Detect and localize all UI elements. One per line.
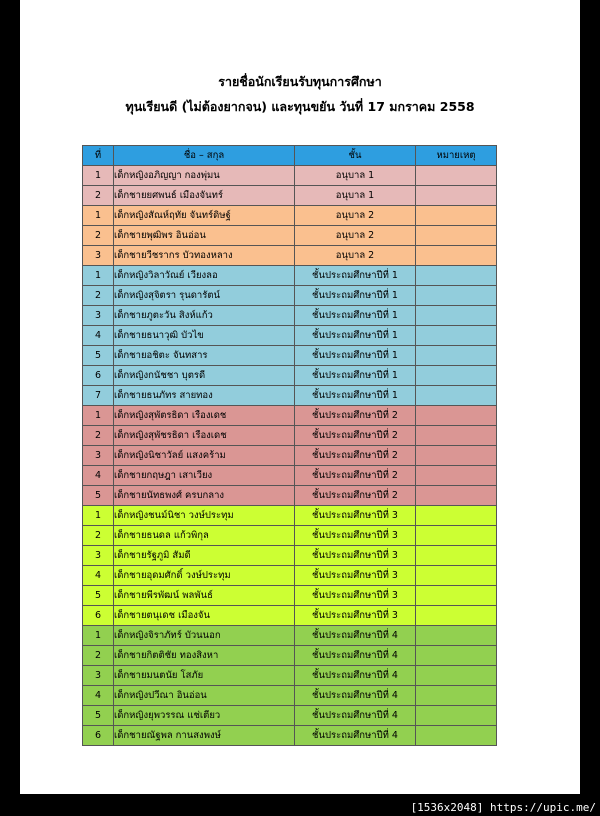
- row-note: [416, 446, 497, 466]
- row-number: 2: [83, 426, 114, 446]
- table-row: [83, 706, 497, 726]
- table-row: [83, 686, 497, 706]
- student-name: เด็กชายธนดล แก้วพิกุล: [114, 526, 295, 546]
- student-grade: ชั้นประถมศึกษาปีที่ 3: [295, 526, 416, 546]
- table-row: [83, 446, 497, 466]
- student-grade: ชั้นประถมศึกษาปีที่ 2: [295, 466, 416, 486]
- student-name: เด็กชายณัฐพล กานสงพงษ์: [114, 726, 295, 746]
- student-name: เด็กหญิงอภิญญา กองพุ่มน: [114, 166, 295, 186]
- row-note: [416, 706, 497, 726]
- row-note: [416, 286, 497, 306]
- table-row: [83, 366, 497, 386]
- document-title: รายชื่อนักเรียนรับทุนการศึกษา: [218, 74, 382, 89]
- student-grade: ชั้นประถมศึกษาปีที่ 2: [295, 406, 416, 426]
- row-number: 5: [83, 586, 114, 606]
- student-name: เด็กชายอชิตะ จันทสาร: [114, 346, 295, 366]
- row-number: 5: [83, 706, 114, 726]
- student-grade: ชั้นประถมศึกษาปีที่ 1: [295, 286, 416, 306]
- table-row: [83, 426, 497, 446]
- table-row: [83, 206, 497, 226]
- student-grade: ชั้นประถมศึกษาปีที่ 2: [295, 446, 416, 466]
- student-name: เด็กชายกิตติชัย ทองสิงหา: [114, 646, 295, 666]
- student-name: เด็กชายธนาวุฒิ บัวไข: [114, 326, 295, 346]
- table-row: [83, 226, 497, 246]
- student-grade: ชั้นประถมศึกษาปีที่ 2: [295, 426, 416, 446]
- row-number: 6: [83, 366, 114, 386]
- student-name: เด็กชายพีรพัฒน์ พลพันธ์: [114, 586, 295, 606]
- row-number: 3: [83, 306, 114, 326]
- row-note: [416, 306, 497, 326]
- document-page: [20, 0, 580, 794]
- student-grade: ชั้นประถมศึกษาปีที่ 3: [295, 506, 416, 526]
- row-note: [416, 366, 497, 386]
- row-number: 3: [83, 446, 114, 466]
- student-grade: ชั้นประถมศึกษาปีที่ 4: [295, 666, 416, 686]
- row-note: [416, 606, 497, 626]
- row-number: 4: [83, 326, 114, 346]
- row-number: 2: [83, 526, 114, 546]
- row-number: 4: [83, 686, 114, 706]
- student-grade: ชั้นประถมศึกษาปีที่ 1: [295, 366, 416, 386]
- row-number: 1: [83, 406, 114, 426]
- student-name: เด็กหญิงสุพัตรธิดา เรืองเดช: [114, 406, 295, 426]
- row-number: 1: [83, 166, 114, 186]
- student-grade: ชั้นประถมศึกษาปีที่ 4: [295, 626, 416, 646]
- student-grade: ชั้นประถมศึกษาปีที่ 3: [295, 546, 416, 566]
- table-row: [83, 266, 497, 286]
- row-number: 2: [83, 286, 114, 306]
- table-row: [83, 166, 497, 186]
- row-number: 2: [83, 226, 114, 246]
- student-grade: ชั้นประถมศึกษาปีที่ 1: [295, 306, 416, 326]
- student-name: เด็กหญิงวิลาวัณย์ เวียงลอ: [114, 266, 295, 286]
- student-name: เด็กหญิงนิชาวัลย์ แสงคร้าม: [114, 446, 295, 466]
- row-note: [416, 646, 497, 666]
- table-row: [83, 406, 497, 426]
- image-host-watermark: [1536x2048] https://upic.me/: [410, 801, 596, 814]
- student-name: เด็กชายรัฐภูมิ สัมดี: [114, 546, 295, 566]
- row-note: [416, 626, 497, 646]
- row-note: [416, 686, 497, 706]
- table-row: [83, 186, 497, 206]
- row-number: 4: [83, 466, 114, 486]
- row-note: [416, 346, 497, 366]
- table-row: [83, 346, 497, 366]
- student-grade: ชั้นประถมศึกษาปีที่ 4: [295, 706, 416, 726]
- table-row: [83, 606, 497, 626]
- student-name: เด็กชายนัทธพงศ์ ครบกลาง: [114, 486, 295, 506]
- student-name: เด็กหญิงสุพัชรธิดา เรืองเดช: [114, 426, 295, 446]
- row-number: 7: [83, 386, 114, 406]
- scholarship-table: [82, 145, 497, 746]
- header-grade: ชั้น: [295, 146, 416, 166]
- row-note: [416, 586, 497, 606]
- row-note: [416, 546, 497, 566]
- student-name: เด็กชายตนุเดช เมืองจัน: [114, 606, 295, 626]
- row-number: 4: [83, 566, 114, 586]
- table-row: [83, 546, 497, 566]
- row-number: 2: [83, 186, 114, 206]
- student-grade: อนุบาล 2: [295, 246, 416, 266]
- row-note: [416, 486, 497, 506]
- table-row: [83, 306, 497, 326]
- row-note: [416, 426, 497, 446]
- student-grade: ชั้นประถมศึกษาปีที่ 1: [295, 346, 416, 366]
- header-note: หมายเหตุ: [416, 146, 497, 166]
- row-note: [416, 206, 497, 226]
- student-name: เด็กชายอุดมศักดิ์ วงษ์ประทุม: [114, 566, 295, 586]
- row-note: [416, 246, 497, 266]
- row-number: 1: [83, 506, 114, 526]
- table-row: [83, 526, 497, 546]
- row-note: [416, 326, 497, 346]
- row-number: 3: [83, 246, 114, 266]
- student-name: เด็กชายกฤษฎา เสาเวียง: [114, 466, 295, 486]
- table-row: [83, 386, 497, 406]
- student-grade: ชั้นประถมศึกษาปีที่ 4: [295, 686, 416, 706]
- student-grade: อนุบาล 2: [295, 226, 416, 246]
- student-name: เด็กชายวีชรากร บัวทองหลาง: [114, 246, 295, 266]
- row-number: 1: [83, 626, 114, 646]
- row-number: 6: [83, 606, 114, 626]
- row-note: [416, 406, 497, 426]
- student-grade: อนุบาล 1: [295, 186, 416, 206]
- student-grade: ชั้นประถมศึกษาปีที่ 4: [295, 646, 416, 666]
- table-row: [83, 466, 497, 486]
- student-grade: ชั้นประถมศึกษาปีที่ 1: [295, 266, 416, 286]
- row-note: [416, 226, 497, 246]
- document-subtitle: ทุนเรียนดี (ไม่ต้องยากจน) และทุนขยัน วันที่ 17 มกราคม 2558: [125, 99, 475, 114]
- table-header-row: [83, 146, 497, 166]
- student-name: เด็กชายพุฒิพร อินอ่อน: [114, 226, 295, 246]
- row-number: 3: [83, 546, 114, 566]
- student-name: เด็กหญิงจิราภัทร์ บัวนนอก: [114, 626, 295, 646]
- student-name: เด็กชายธนภัทร สายทอง: [114, 386, 295, 406]
- student-name: เด็กชายยศพนธ์ เมืองจันทร์: [114, 186, 295, 206]
- student-name: เด็กชายมนตนัย โสภัย: [114, 666, 295, 686]
- row-note: [416, 186, 497, 206]
- student-grade: อนุบาล 1: [295, 166, 416, 186]
- row-note: [416, 466, 497, 486]
- row-number: 1: [83, 266, 114, 286]
- student-grade: ชั้นประถมศึกษาปีที่ 1: [295, 326, 416, 346]
- student-name: เด็กหญิงกนัชชา บุตรดี: [114, 366, 295, 386]
- header-name: ชื่อ – สกุล: [114, 146, 295, 166]
- student-grade: ชั้นประถมศึกษาปีที่ 2: [295, 486, 416, 506]
- table-body: [83, 166, 497, 746]
- student-grade: ชั้นประถมศึกษาปีที่ 3: [295, 586, 416, 606]
- student-name: เด็กชายภูตะวัน สิงห์แก้ว: [114, 306, 295, 326]
- student-name: เด็กหญิงปวีณา อินอ่อน: [114, 686, 295, 706]
- table-row: [83, 246, 497, 266]
- table-row: [83, 506, 497, 526]
- table-row: [83, 326, 497, 346]
- table-row: [83, 646, 497, 666]
- table-row: [83, 286, 497, 306]
- student-grade: ชั้นประถมศึกษาปีที่ 3: [295, 606, 416, 626]
- student-name: เด็กหญิงชนม์นิชา วงษ์ประทุม: [114, 506, 295, 526]
- table-row: [83, 626, 497, 646]
- row-number: 6: [83, 726, 114, 746]
- table-row: [83, 666, 497, 686]
- row-number: 1: [83, 206, 114, 226]
- student-name: เด็กหญิงสุจิตรา รุนดารัตน์: [114, 286, 295, 306]
- table-row: [83, 726, 497, 746]
- row-note: [416, 506, 497, 526]
- row-number: 5: [83, 346, 114, 366]
- table-row: [83, 566, 497, 586]
- table-row: [83, 486, 497, 506]
- student-grade: ชั้นประถมศึกษาปีที่ 1: [295, 386, 416, 406]
- row-note: [416, 726, 497, 746]
- row-note: [416, 526, 497, 546]
- student-grade: อนุบาล 2: [295, 206, 416, 226]
- row-note: [416, 166, 497, 186]
- row-number: 2: [83, 646, 114, 666]
- row-number: 3: [83, 666, 114, 686]
- row-number: 5: [83, 486, 114, 506]
- table-row: [83, 586, 497, 606]
- student-name: เด็กหญิงสัณห์ฤทัย จันทร์ดิษฐ์: [114, 206, 295, 226]
- row-note: [416, 566, 497, 586]
- student-grade: ชั้นประถมศึกษาปีที่ 3: [295, 566, 416, 586]
- student-name: เด็กหญิงยุพวรรณ แช่เตียว: [114, 706, 295, 726]
- header-no: ที่: [83, 146, 114, 166]
- row-note: [416, 666, 497, 686]
- row-note: [416, 386, 497, 406]
- row-note: [416, 266, 497, 286]
- student-grade: ชั้นประถมศึกษาปีที่ 4: [295, 726, 416, 746]
